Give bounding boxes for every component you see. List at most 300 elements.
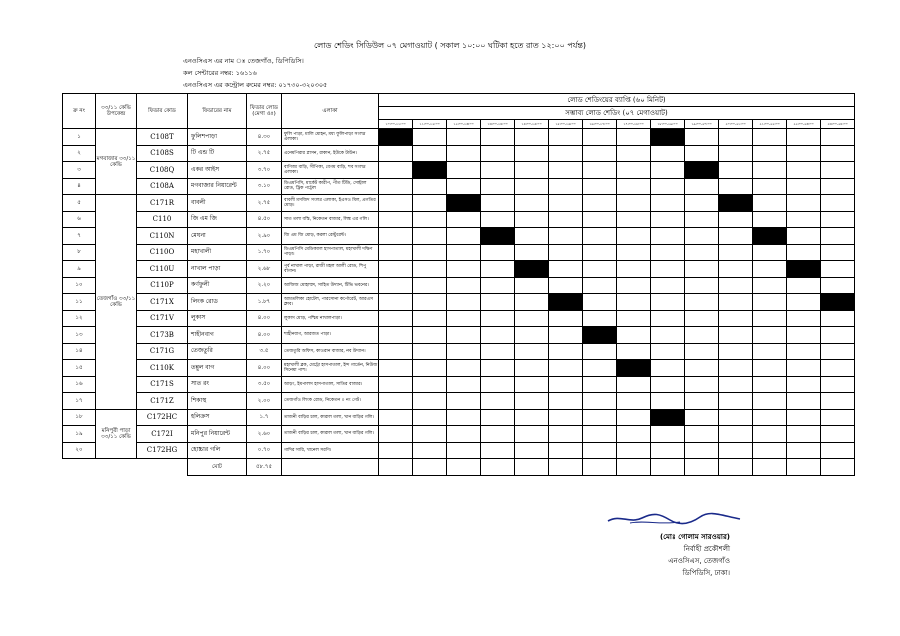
substation-cell: মগবাজার ৩৩/১১ কেভি [96, 129, 137, 195]
time-slot-header: ১৪:০০-১৫:০০ [515, 120, 549, 129]
slot-cell [617, 228, 651, 245]
slot-cell [787, 442, 821, 459]
feeder-code-cell: C171Z [137, 393, 188, 410]
feeder-row [63, 178, 855, 195]
slot-cell [447, 211, 481, 228]
slot-cell [753, 426, 787, 443]
slot-cell [481, 228, 515, 245]
slot-cell [379, 393, 413, 410]
slot-cell [447, 244, 481, 261]
slot-cell [481, 244, 515, 261]
slot-cell [549, 393, 583, 410]
slot-cell [719, 327, 753, 344]
feeder-code-cell: C110O [137, 244, 188, 261]
slot-cell [481, 426, 515, 443]
slot-cell [685, 294, 719, 311]
slot-cell [379, 426, 413, 443]
slot-cell [549, 195, 583, 212]
feeder-name-cell: তেজতুরি [188, 343, 247, 360]
slot-cell [549, 376, 583, 393]
feeder-load-cell: ১.৭০ [247, 244, 282, 261]
serial-cell: ৭ [63, 228, 96, 245]
slot-cell [413, 343, 447, 360]
feeder-name-cell: বাবলী [188, 195, 247, 212]
slot-cell [515, 145, 549, 162]
feeder-name-cell: কর্ণফুলী [188, 277, 247, 294]
feeder-code-cell: C108A [137, 178, 188, 195]
slot-cell [787, 211, 821, 228]
slot-cell [583, 442, 617, 459]
slot-cell [515, 244, 549, 261]
slot-cell [515, 211, 549, 228]
area-cell: আড়ং, ইমপালস হাসপাতাল, সাতির বাজার। [282, 376, 379, 393]
slot-cell [447, 195, 481, 212]
slot-cell [821, 360, 855, 377]
slot-cell [787, 195, 821, 212]
signatory-name: (মোঃ গোলাম সারওয়ার) [659, 533, 730, 541]
slot-cell [719, 442, 753, 459]
header-feeder-name: ফিডারের নাম [188, 94, 247, 129]
feeder-name-cell: মগবাজার নিয়ারেন্ট [188, 178, 247, 195]
feeder-load-cell: ৪.০০ [247, 327, 282, 344]
slot-cell [549, 277, 583, 294]
slot-cell [515, 343, 549, 360]
slot-cell [481, 277, 515, 294]
area-cell: তাজনী বাড়ির চাল, কারাল তলা, খান বাড়ির গলি। [282, 409, 379, 426]
area-cell: মহাখালী ব্লক, মেট্রো হাসপাতাল, ইন্দ গার্ডেন, নিউজ সিনেমা পাশ। [282, 360, 379, 377]
slot-cell [753, 195, 787, 212]
header-feeder-load: ফিডার লোড (মেগা ওঃ) [247, 94, 282, 129]
slot-cell [549, 409, 583, 426]
slot-cell [821, 393, 855, 410]
slot-cell [549, 360, 583, 377]
slot-cell [651, 442, 685, 459]
area-cell: ফুলি পাড়া, মালি মোহন, মধ্য ফুলিপাড়া সংলগ্ন এলাকা। [282, 129, 379, 146]
slot-cell [413, 145, 447, 162]
feeder-row [63, 211, 855, 228]
slot-cell [685, 129, 719, 146]
slot-cell [617, 442, 651, 459]
slot-cell [447, 310, 481, 327]
slot-cell [787, 376, 821, 393]
slot-cell [821, 310, 855, 327]
slot-cell [753, 228, 787, 245]
area-cell: লুকাস মোড়, পশ্চিম নাখালপাড়া। [282, 310, 379, 327]
time-slot-header: ১৯:০০-২০:০০ [685, 120, 719, 129]
slot-cell [617, 162, 651, 179]
slot-cell [753, 343, 787, 360]
slot-cell [651, 228, 685, 245]
slot-cell [481, 393, 515, 410]
time-slot-header: ২৩:০০-২৪:০০ [821, 120, 855, 129]
slot-cell [583, 360, 617, 377]
slot-cell [753, 310, 787, 327]
serial-cell: ১২ [63, 310, 96, 327]
slot-cell [379, 129, 413, 146]
slot-cell [821, 195, 855, 212]
slot-cell [821, 327, 855, 344]
feeder-code-cell: C110K [137, 360, 188, 377]
slot-cell [719, 162, 753, 179]
slot-cell [753, 442, 787, 459]
slot-cell [617, 310, 651, 327]
slot-cell [651, 376, 685, 393]
feeder-code-cell: C110 [137, 211, 188, 228]
slot-cell [685, 442, 719, 459]
area-cell: সাত তলা বস্তি, নিকেতন বাজার, লিঙ্ক এর গলি। [282, 211, 379, 228]
slot-cell [719, 409, 753, 426]
slot-cell [583, 211, 617, 228]
slot-cell [617, 376, 651, 393]
slot-cell [685, 277, 719, 294]
feeder-row [63, 261, 855, 278]
slot-cell [583, 162, 617, 179]
slot-cell [719, 426, 753, 443]
slot-cell [753, 162, 787, 179]
feeder-name-cell: মেঘনা [188, 228, 247, 245]
slot-cell [447, 178, 481, 195]
feeder-name-cell: একর আইস [188, 162, 247, 179]
feeder-row [63, 310, 855, 327]
serial-cell: ৮ [63, 244, 96, 261]
slot-cell [549, 442, 583, 459]
slot-cell [413, 376, 447, 393]
slot-cell [447, 442, 481, 459]
feeder-load-cell: ২.৬০ [247, 426, 282, 443]
feeder-row [63, 376, 855, 393]
feeder-name-cell: সাত রং [188, 376, 247, 393]
slot-cell [481, 310, 515, 327]
slot-cell [379, 211, 413, 228]
slot-cell [753, 327, 787, 344]
slot-cell [515, 310, 549, 327]
time-slot-header: ১৩:০০-১৪:০০ [481, 120, 515, 129]
slot-cell [379, 195, 413, 212]
slot-cell [583, 129, 617, 146]
serial-cell: ১০ [63, 277, 96, 294]
slot-cell [651, 162, 685, 179]
slot-cell [583, 228, 617, 245]
time-slot-header: ১৬:০০-১৭:০০ [583, 120, 617, 129]
slot-cell [549, 178, 583, 195]
area-cell: তাজনী বাড়ির চাল, কারাল তলা, খান বাড়ির গলি। [282, 426, 379, 443]
slot-cell [821, 178, 855, 195]
signatory-office: এনওসিএস, তেজগাঁও [668, 557, 730, 565]
slot-cell [447, 129, 481, 146]
slot-cell [685, 228, 719, 245]
feeder-name-cell: মহাখালী [188, 244, 247, 261]
slot-cell [447, 343, 481, 360]
slot-cell [617, 129, 651, 146]
slot-cell [753, 129, 787, 146]
feeder-row [63, 162, 855, 179]
slot-cell [379, 343, 413, 360]
serial-cell: ১৯ [63, 426, 96, 443]
slot-cell [481, 195, 515, 212]
slot-cell [821, 244, 855, 261]
slot-cell [549, 244, 583, 261]
slot-cell [617, 360, 651, 377]
slot-cell [583, 310, 617, 327]
slot-cell [481, 261, 515, 278]
slot-cell [515, 195, 549, 212]
slot-cell [685, 261, 719, 278]
slot-cell [379, 244, 413, 261]
slot-cell [515, 376, 549, 393]
feeder-row [63, 327, 855, 344]
slot-cell [719, 211, 753, 228]
slot-cell [481, 145, 515, 162]
time-slot-header: ১১:০০-১২:০০ [413, 120, 447, 129]
slot-cell [413, 393, 447, 410]
slot-cell [753, 178, 787, 195]
feeder-name-cell: মনিপুর নিয়ারেন্ট [188, 426, 247, 443]
slot-cell [787, 426, 821, 443]
feeder-load-cell: ২.৭৫ [247, 195, 282, 212]
area-cell: আমতলিকা হোটেল, পারসোনা কর্পোরেট, আরএস ক্লাব। [282, 294, 379, 311]
feeder-code-cell: C108T [137, 129, 188, 146]
slot-cell [549, 327, 583, 344]
slot-cell [821, 228, 855, 245]
serial-cell: ১৮ [63, 409, 96, 426]
serial-cell: ৯ [63, 261, 96, 278]
slot-cell [821, 294, 855, 311]
slot-cell [821, 277, 855, 294]
slot-cell [821, 442, 855, 459]
slot-cell [583, 277, 617, 294]
slot-cell [413, 277, 447, 294]
slot-cell [651, 277, 685, 294]
slot-cell [413, 360, 447, 377]
slot-cell [753, 261, 787, 278]
slot-cell [413, 129, 447, 146]
load-shedding-table [62, 93, 855, 476]
slot-cell [413, 261, 447, 278]
slot-cell [549, 211, 583, 228]
slot-cell [719, 178, 753, 195]
slot-cell [583, 261, 617, 278]
slot-cell [481, 327, 515, 344]
feeder-load-cell: ০.৭০ [247, 442, 282, 459]
slot-cell [821, 261, 855, 278]
slot-cell [685, 409, 719, 426]
slot-cell [651, 261, 685, 278]
signature-scribble [600, 512, 750, 526]
feeder-load-cell: ২.৭৫ [247, 145, 282, 162]
feeder-name-cell: লুকাস [188, 310, 247, 327]
slot-cell [379, 162, 413, 179]
slot-cell [617, 393, 651, 410]
feeder-load-cell: ১.৭ [247, 409, 282, 426]
slot-cell [379, 360, 413, 377]
slot-cell [447, 228, 481, 245]
feeder-code-cell: C173B [137, 327, 188, 344]
feeder-code-cell: C171S [137, 376, 188, 393]
slot-cell [753, 360, 787, 377]
feeder-row [63, 228, 855, 245]
feeder-row [63, 409, 855, 426]
slot-cell [549, 129, 583, 146]
area-cell: তেজতুরি অফিস, কাওরান বাজার, নব উদ্যান। [282, 343, 379, 360]
slot-cell [787, 244, 821, 261]
feeder-load-cell: ৩.১০ [247, 178, 282, 195]
area-cell: এনেমপিরার প্লাসন, রাকান, ইউকে টাউন। [282, 145, 379, 162]
feeder-name-cell: হোচ্চার গলি [188, 442, 247, 459]
feeder-load-cell: ২.২০ [247, 277, 282, 294]
header-serial: ক্র নং [63, 94, 96, 129]
feeder-load-cell: ৩.৫০ [247, 376, 282, 393]
feeder-row [63, 129, 855, 146]
slot-cell [413, 409, 447, 426]
slot-cell [787, 343, 821, 360]
slot-cell [651, 294, 685, 311]
slot-cell [583, 409, 617, 426]
slot-cell [685, 145, 719, 162]
header-area: এলাকা [282, 94, 379, 129]
slot-cell [821, 211, 855, 228]
slot-cell [549, 426, 583, 443]
slot-cell [413, 294, 447, 311]
feeder-code-cell: C110N [137, 228, 188, 245]
slot-cell [515, 327, 549, 344]
feeder-load-cell: ৩.৭০ [247, 162, 282, 179]
time-slot-header: ১০:০০-১১:০০ [379, 120, 413, 129]
feeder-row [63, 343, 855, 360]
feeder-name-cell: জি এম জি [188, 211, 247, 228]
slot-cell [379, 228, 413, 245]
slot-cell [651, 211, 685, 228]
slot-cell [413, 442, 447, 459]
serial-cell: ৫ [63, 195, 96, 212]
serial-cell: ১৬ [63, 376, 96, 393]
feeder-code-cell: C171V [137, 310, 188, 327]
slot-cell [617, 211, 651, 228]
slot-cell [651, 327, 685, 344]
slot-cell [379, 409, 413, 426]
slot-cell [685, 211, 719, 228]
slot-cell [753, 244, 787, 261]
feeder-code-cell: C171G [137, 343, 188, 360]
slot-cell [685, 393, 719, 410]
time-slot-header: ১৮:০০-১৯:০০ [651, 120, 685, 129]
slot-cell [719, 343, 753, 360]
slot-cell [753, 145, 787, 162]
slot-cell [685, 343, 719, 360]
slot-cell [787, 162, 821, 179]
slot-cell [685, 426, 719, 443]
slot-cell [379, 310, 413, 327]
area-cell: গাদির সারি, খানেল সরণি। [282, 442, 379, 459]
slot-cell [787, 277, 821, 294]
slot-cell [753, 277, 787, 294]
slot-cell [617, 409, 651, 426]
slot-cell [447, 277, 481, 294]
slot-cell [821, 145, 855, 162]
time-slot-header: ১৭:০০-১৮:০০ [617, 120, 651, 129]
serial-cell: ২ [63, 145, 96, 162]
slot-cell [515, 162, 549, 179]
slot-cell [617, 343, 651, 360]
slot-cell [447, 145, 481, 162]
slot-cell [549, 343, 583, 360]
slot-cell [685, 360, 719, 377]
slot-cell [413, 162, 447, 179]
slot-cell [651, 393, 685, 410]
slot-cell [583, 376, 617, 393]
area-cell: ডিএমপিসি, মার্কেট কারীপ, পীত টিডি, সেন্ট্রাল রোড, ট্রিক পট্টেল [282, 178, 379, 195]
slot-cell [651, 145, 685, 162]
slot-cell [515, 294, 549, 311]
slot-cell [413, 426, 447, 443]
slot-cell [787, 129, 821, 146]
slot-cell [447, 426, 481, 443]
slot-cell [719, 228, 753, 245]
slot-cell [617, 294, 651, 311]
feeder-row [63, 426, 855, 443]
serial-cell: ১৫ [63, 360, 96, 377]
serial-cell: ৩ [63, 162, 96, 179]
feeder-row [63, 195, 855, 212]
feeder-row [63, 393, 855, 410]
slot-cell [685, 327, 719, 344]
time-slot-header: ২১:০০-২২:০০ [753, 120, 787, 129]
total-row [63, 459, 855, 476]
slot-cell [583, 393, 617, 410]
slot-cell [549, 261, 583, 278]
feeder-load-cell: ৪.০০ [247, 310, 282, 327]
feeder-row [63, 277, 855, 294]
slot-cell [515, 442, 549, 459]
slot-cell [651, 244, 685, 261]
slot-cell [821, 129, 855, 146]
slot-cell [583, 426, 617, 443]
slot-cell [787, 261, 821, 278]
slot-cell [753, 393, 787, 410]
slot-cell [685, 310, 719, 327]
feeder-load-cell: ৪.০০ [247, 360, 282, 377]
area-cell: পূর্ব নাখাল পাড়া, রাজী মহল আলী রোড, শিপু বাগান। [282, 261, 379, 278]
slot-cell [685, 178, 719, 195]
slot-cell [719, 376, 753, 393]
feeder-code-cell: C108S [137, 145, 188, 162]
total-value: ৫৮.৭৫ [247, 459, 282, 476]
call-center: কল সেন্টারের নম্বর: ১৬১১৬ [183, 69, 257, 77]
feeder-load-cell: ৪.৫০ [247, 211, 282, 228]
slot-cell [447, 409, 481, 426]
slot-cell [379, 277, 413, 294]
slot-cell [753, 409, 787, 426]
serial-cell: ১৪ [63, 343, 96, 360]
feeder-name-cell: শাহীনবাগ [188, 327, 247, 344]
slot-cell [481, 442, 515, 459]
feeder-name-cell: লিংক রোড [188, 294, 247, 311]
slot-cell [379, 261, 413, 278]
slot-cell [549, 310, 583, 327]
slot-cell [549, 228, 583, 245]
feeder-code-cell: C172I [137, 426, 188, 443]
slot-cell [481, 294, 515, 311]
slot-cell [413, 310, 447, 327]
area-cell: আজিজ মোহাম্মদ, সাহিত উদ্যান, টিভি ভবনের। [282, 277, 379, 294]
slot-cell [379, 294, 413, 311]
slot-cell [515, 360, 549, 377]
feeder-row [63, 145, 855, 162]
slot-cell [617, 244, 651, 261]
substation-cell: মনিপুরী পাড়া ৩৩/১১ কেভি [96, 409, 137, 459]
serial-cell: ৪ [63, 178, 96, 195]
slot-cell [651, 360, 685, 377]
feeder-code-cell: C108Q [137, 162, 188, 179]
